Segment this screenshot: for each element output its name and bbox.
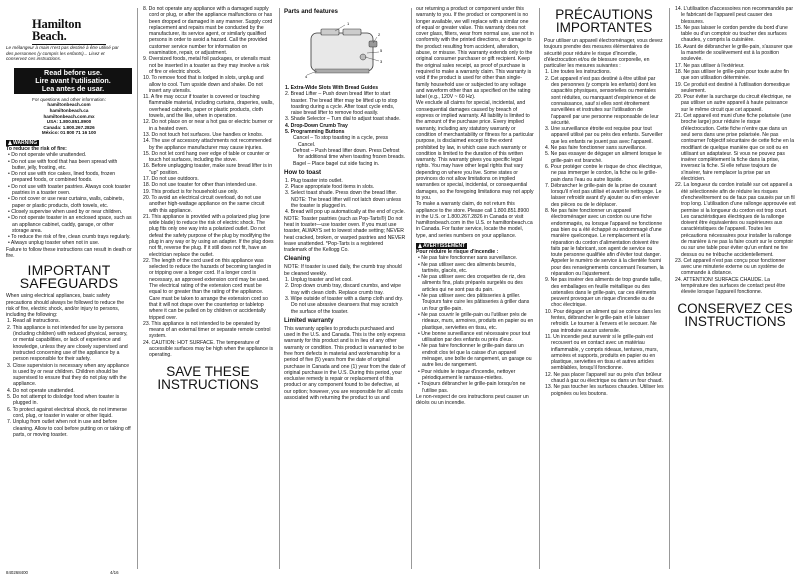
precaution-item: 5. Ne pas essayer de dégager un aliment lorsque le grille-pain est branché. [545, 151, 662, 164]
avert-text: Toujours débrancher le grille-pain lorsqu'on ne l'utilise pas. [421, 381, 526, 394]
safeguard-item: 21. This appliance is provided with a polarized plug (one wide blade) to reduce the risk of electric shock. The plug fits only one way into a polarized outlet. Do not defeat the safety purpose of the plug by modifying the plug in any way or by using an adapter. If the plug does not fit, reverse the plug. If it still does not fit, have an electrician replace the outlet. [143, 213, 274, 258]
warning-item: • Do not use with toaster pastries. Always cook toaster pastries in a toaster oven. [8, 183, 131, 197]
contact-phone: Canada: 1.800.267.2826 [43, 124, 95, 130]
safeguard-item: 18. Do not use toaster for other than intended use. [143, 182, 257, 189]
contact-phone: USA: 1.800.851.8900 [46, 119, 92, 125]
svg-text:1: 1 [347, 21, 350, 26]
safeguard-item: 16. Before unplugging toaster, make sure bread lifter is in "up" position. [143, 163, 273, 176]
warning-triangle-icon [8, 140, 12, 145]
part-item: 2. Bread Lifter – Push down bread lifter to start toaster. The bread lifter may be lifted up to stop toasting during a cycle. After toast cycle ends, raise bread lifter to remove food easily. [285, 91, 398, 117]
warning-text: Do not cover or use near curtains, walls, cabinets, paper or plastic products, cloth towels, etc. [11, 196, 124, 209]
safeguards-title: IMPORTANT SAFEGUARDS [19, 262, 119, 292]
pastry-note: NOTE: Toaster pastries (such as Pop-Tarts®) Do not heat in toaster—use toaster oven. If you must use toaster, ALWAYS set to lowest shade setting; NEVER heat cracked, broken, or warped pastries and NEVER leave unattended. *Pop-Tarts is a registered trademark of the Kellogg Co. [284, 215, 406, 254]
contact-intro: For questions and other information: [32, 96, 106, 102]
avert-intro: Pour réduire le risque d'incendie : [416, 248, 499, 255]
safeguard-item: 19. This product is for household use only. [143, 188, 239, 195]
cleaning-note: NOTE: If toaster is used daily, the crumb tray should be cleaned weekly. [284, 264, 402, 277]
avert-text: Ne pas utiliser avec des aliments beurrés, tartinés, glacés, etc. [421, 261, 516, 274]
precaution-item: 24. ATTENTION! SURFACE CHAUDE. La température des surfaces de contact peut être élevée lorsque l'appareil fonctionne. [675, 276, 786, 296]
precaution-item: 7. Débrancher le grille-pain de la prise de courant lorsqu'il n'est pas utilisé et avant le nettoyage. Le laisser refroidir avant d'y ajouter ou d'en enlever des pièces ou de le déplacer. [545, 182, 662, 208]
safeguard-item: 24. CAUTION: HOT SURFACE. The temperature of accessible surfaces may be high when the appliance is operating. [143, 339, 274, 359]
part-item: 5. Programming Buttons [285, 129, 345, 136]
cleaning-step: 3. Wipe outside of toaster with a damp cloth and dry. Do not use abrasive cleansers that may scratch the surface of the toaster. [285, 295, 404, 315]
svg-text:2: 2 [378, 32, 381, 37]
precaution-item: 23. Cet appareil n'est pas conçu pour fonctionner avec une minuterie externe ou un système de commande à distance. [675, 257, 786, 277]
column-6 [674, 6, 796, 571]
precaution-item: 12. Ne pas placer l'appareil sur ou près d'un brûleur chaud à gaz ou électrique ou dans un four chaud. [545, 371, 663, 385]
warning-item: • Do not operate toaster in an enclosed space, such as an appliance cabinet, caddy, garage, or other storage area. [8, 215, 132, 234]
safeguard-item: 9. Oversized foods, metal foil packages, or utensils must not be inserted in a toaster as they may involve a risk of fire or electric shock. [143, 56, 271, 75]
logo-line-2: Beach. [32, 29, 67, 43]
how-step: 4. Bread will pop up automatically at the end of cycle. [285, 209, 406, 216]
safeguards-list [6, 318, 132, 438]
brand-logo [32, 18, 132, 42]
precaution-item: 8. Ne pas faire fonctionner un appareil électroménager avec un cordon ou une fiche endommagés, ou lorsque l'appareil ne fonctionne pas bien ou a été échappé ou endommagé d'une manière quelconque. Le remplacement et la réparation du cordon d'alimentation doivent être faits par le fabricant, son agent de service ou toute personne qualifiée afin d'éviter tout danger. Appeler le numéro de service à la clientèle fourni pour des renseignements concernant l'examen, la réparation ou l'ajustement. [545, 208, 664, 277]
precaution-item: 22. La longueur du cordon installé sur cet appareil a été sélectionnée afin de réduire les risques d'enchevêtrement ou de faux pas causés par un fil trop long. L'utilisation d'une rallonge approuvée est permise si la longueur du cordon est trop court. Les caractéristiques électriques de la rallonge doivent être équivalentes ou supérieures aux caractéristiques de l'appareil. Toutes les précautions nécessaires pour installer la rallonge de manière à ne pas la faire courir sur le comptoir ou sur une table pour éviter qu'un enfant ne tire dessus ou ne trébuche accidentellement. [675, 182, 796, 258]
part-item: Cancel – To stop toasting in a cycle, press Cancel. [293, 135, 389, 148]
avert-text: Une bonne surveillance est nécessaire pour tout utilisation par des enfants ou près d'eux. [421, 330, 531, 344]
column-divider [279, 8, 280, 569]
read-box-en: Read before use. [44, 68, 102, 78]
column-2 [142, 6, 274, 571]
column-3 [284, 6, 406, 571]
precaution-item: 14. L'utilisation d'accessoires non recommandés par le fabricant de l'appareil peut causer des blessures. [675, 6, 794, 25]
safeguard-item: 7. Unplug from outlet when not in use and before cleaning. Allow to cool before putting on or taking off parts, or moving toaster. [7, 419, 131, 438]
svg-text:3: 3 [380, 59, 383, 64]
avert-list [416, 255, 534, 394]
warning-item: • Do not cover or use near curtains, walls, cabinets, paper or plastic products, cloth towels, etc. [8, 196, 124, 209]
footer-date: 4/16 [110, 570, 119, 575]
warning-item: • Always unplug toaster when not in use. [8, 240, 100, 247]
column-5 [544, 6, 664, 571]
safeguard-item: 22. The length of the cord used on this appliance was selected to reduce the hazards of becoming tangled in or tripping over a longer cord. If a longer cord is necessary, an approved extension cord may be used. The electrical rating of the extension cord must be equal to or greater than the rating of the appliance. Care must be taken to arrange the extension cord so that it will not drape over the countertop or tabletop where it can be pulled on by children or accidentally tripped over. [143, 257, 272, 321]
safeguard-item: 13. Do not touch hot surfaces. Use handles or knobs. [143, 131, 264, 138]
read-box-fr: Lire avant l'utilisation. [35, 76, 111, 86]
warning-item: • Do not operate while unattended. [8, 152, 87, 159]
column-4 [416, 6, 534, 571]
contact-phone: México: 01 800 71 16 100 [41, 130, 97, 136]
toaster-illustration [305, 19, 385, 79]
warranty-title: Limited warranty [284, 316, 334, 324]
warning-text: Do not operate toaster in an enclosed space, such as an appliance cabinet, caddy, garage, or other storage area. [11, 215, 132, 234]
toaster-slot-right [343, 29, 361, 35]
how-to-toast-title: How to toast [284, 168, 322, 176]
safeguard-item: 17. Do not use outdoors. [143, 176, 199, 183]
avert-item: • Ne pas faire fonctionner le grille-pain dans un endroit clos tel que la caisse d'un appareil ménager, une boîte de rangement, un garage ou autre lieu de rangement. [418, 343, 532, 369]
precaution-item: 16. Avant de débrancher le grille-pain, s'assurer que la manette de soulèvement est à la position soulevée. [675, 43, 793, 63]
cleaning-list [284, 277, 406, 315]
how-step: 3. Select toast shade. Press down the bread lifter. NOTE: The bread lifter will not latch down unless the toaster is plugged in. [285, 190, 402, 210]
contact-link[interactable]: hamiltonbeach.ca [49, 107, 89, 113]
avert-outro: Le non-respect de ces instructions peut causer un décès ou un incendie. [416, 393, 529, 407]
avert-item: • Ne pas utiliser avec des aliments beurrés, tartinés, glacés, etc. [418, 261, 516, 274]
avert-text: Ne pas faire fonctionner le grille-pain dans un endroit clos tel que la caisse d'un appareil ménager, une boîte de rangement, un garage ou autre lieu de rangement. [421, 343, 532, 369]
read-before-use-box [14, 68, 132, 94]
safeguard-item: 14. The use of accessory attachments not recommended by the appliance manufacturer may cause injuries. [143, 138, 272, 151]
precaution-item: 18. Ne pas utiliser le grille-pain pour toute autre fin que son utilisation déterminée. [675, 68, 789, 82]
save-instructions-title: SAVE THESE INSTRUCTIONS [157, 363, 259, 392]
safeguard-item: 6. To protect against electrical shock, do not immerse cord, plug, or toaster in water or other liquid. [7, 406, 127, 419]
contact-link[interactable]: hamiltonbeach.com.mx [43, 113, 95, 119]
precaution-item: 9. Ne pas insérer des aliments de trop grande taille, des emballages en feuille métallique ou des ustensiles dans le grille-pain, car ces éléments peuvent provoquer un risque d'incendie ou de choc électrique. [545, 277, 662, 309]
how-step: 2. Place appropriate food items in slots. [285, 184, 375, 191]
warning-item: • To reduce the risk of fire, clean crumb trays regularly. [8, 234, 131, 241]
avert-item: • Pour réduire le risque d'incendie, nettoyer périodiquement le ramasse-miettes. [418, 368, 516, 381]
warranty-claim: To make a warranty claim, do not return this appliance to the store. Please call 1.800.851.8900 in the U.S. or 1.800.267.2826 in Canada or visit hamiltonbeach.com in the U.S. or hamiltonbeach.ca in Canada. For faster service, locate the model, type, and series numbers on your appliance. [416, 201, 533, 239]
precaution-item: 10. Pour dégager un aliment qui se coince dans les fentes, débrancher le grille-pain et le laisser refroidir. Le tourner à l'envers et le secouer. Ne pas introduire aucun ustensile. [545, 308, 661, 334]
warning-item: • Closely supervise when used by or near children. [8, 208, 123, 215]
column-divider [539, 8, 540, 569]
safeguard-item: 20. To avoid an electrical circuit overload, do not use another high-wattage appliance on the same circuit with this appliance. [143, 194, 265, 214]
warning-intro: To reduce the risk of fire: [6, 145, 67, 152]
precautions-list [544, 69, 664, 396]
logo-line-1: Hamilton [32, 17, 82, 31]
precaution-item: 2. Cet appareil n'est pas destiné à être utilisé par des personnes (y compris les enfants) dont les capacités physiques, sensorielles ou mentales sont réduites, ou manquant d'expérience et de connaissance, sauf si elles sont étroitement surveillées et instruites sur l'utilisation de l'appareil par une personne responsable de leur sécurité. [545, 75, 659, 126]
safeguard-item: 11. A fire may occur if toaster is covered or touching flammable material, including curtains, draperies, walls, overhead cabinets, paper or plastic products, cloth towels, and the like, when in operation. [143, 94, 274, 120]
part-item: Bagel – Place bagel cut side facing in. [293, 160, 380, 167]
precaution-item: 6. Pour protéger contre le risque de choc électrique, ne pas immerger le cordon, la fiche ou le grille-pain dans l'eau ou autre liquide. [545, 163, 663, 183]
safeguard-item: 5. Do not attempt to dislodge food when toaster is plugged in. [7, 394, 120, 407]
svg-text:5: 5 [380, 48, 383, 53]
avert-text: Ne pas couvrir le grille-pain ou l'utiliser près de rideaux, murs, armoires, produits en papier ou en plastique, serviettes en tissu, etc. [421, 311, 534, 331]
tagline: Le mélangeur à main n'est pas destiné à être utilisé par des personnes (y compris les enfants)... Lisez et conservez ces instructions. [6, 45, 119, 62]
contact-link[interactable]: hamiltonbeach.com [47, 102, 91, 108]
how-step: 1. Plug toaster into outlet. [285, 177, 343, 184]
avert-text: Pour réduire le risque d'incendie, nettoyer périodiquement le ramasse-miettes. [421, 368, 516, 381]
safeguards-intro: When using electrical appliances, basic safety precautions should always be followed to reduce the risk of fire, electric shock, and/or injury to persons, including the following: [6, 293, 125, 319]
avert-item: • Toujours débrancher le grille-pain lorsqu'on ne l'utilise pas. [418, 381, 526, 394]
avert-item: • Ne pas utiliser avec des pâtisseries à griller. Toujours faire cuire les pâtisseries à griller dans un four grille-pain. [418, 293, 530, 312]
safeguard-item: 1. Read all instructions. [7, 318, 60, 325]
part-item: 1. Extra-Wide Slots With Bread Guides [285, 85, 379, 91]
cleaning-title: Cleaning [284, 255, 311, 263]
crumb-tray [315, 69, 369, 73]
safeguard-item: 2. This appliance is not intended for use by persons (including children) with reduced physical, sensory, or mental capabilities, or lack of experience and knowledge, unless they are closely supervised and instructed concerning use of the appliance by a person responsible for their safety. [7, 324, 128, 363]
precaution-item: 1. Lire toutes les instructions. [545, 69, 611, 76]
part-item: Defrost – Push bread lifter down. Press Defrost for additional time when toasting frozen breads. [293, 147, 406, 161]
svg-text:4: 4 [305, 74, 308, 79]
column-1 [6, 6, 132, 571]
warning-text: Do not use with toaster pastries. Always cook toaster pastries in a toaster oven. [11, 183, 131, 197]
safeguard-item: 15. Do not let cord hang over edge of table or counter or touch hot surfaces, including the stove. [143, 150, 270, 164]
read-box-es: Lea antes de usar. [41, 84, 105, 94]
footer-code: 840268400 [6, 570, 28, 575]
precautions-intro: Pour utiliser un appareil électroménager, vous devez toujours prendre des mesures élémentaires de sécurité pour réduire le risque d'incendie, d'électrocution et/ou de blessure corporelle, en particulier les mesures suivantes : [544, 38, 663, 70]
cleaning-step: 2. Drop down crumb tray, discard crumbs, and wipe tray with clean cloth. Replace crumb tray. [285, 283, 401, 296]
avert-item: • Ne pas faire fonctionner sans surveillance. [418, 255, 518, 262]
warning-text: Always unplug toaster when not in use. [10, 240, 100, 247]
warning-triangle-icon [418, 243, 422, 248]
toaster-slot-left [321, 29, 339, 35]
precaution-item: 20. Pour éviter la surcharge du circuit électrique, ne pas utiliser un autre appareil à haute puissance sur le même circuit que cet appareil. [675, 94, 792, 113]
warranty-disclaimer: We exclude all claims for special, incidental, and consequential damages caused by breach of express or implied warranty. All liability is limited to the amount of the purchase price. Every implied warranty, including any statutory warranty or condition of merchantability or fitness for a particular purpose, is disclaimed except to the extent prohibited by law, in which case such warranty or condition is limited to the duration of this written warranty. This warranty gives you specific legal rights. You may have other legal rights that vary depending on where you live. Some states or provinces do not allow limitations on implied warranties or special, incidental, or consequential damages, so the foregoing limitations may not apply to you. [416, 100, 534, 201]
warranty-text-continued: our returning a product or component under this warranty to you. If the product or component is no longer available, we will replace with a similar one of equal or greater value. This warranty does not cover glass, filters, wear from normal use, use not in conformity with the printed directions, or damage to the product resulting from accident, alteration, abuse, or misuse. This warranty extends only to the original consumer purchaser or gift recipient. Keep the original sales receipt, as proof of purchase is required to make a warranty claim. This warranty is void if the product is used for other than single-family household use or subjected to any voltage and waveform other than as specified on the rating label (e.g., 120V ~ 60 Hz). [416, 6, 534, 101]
parts-title: Parts and features [284, 8, 338, 15]
avert-text: Ne pas faire fonctionner sans surveillance. [421, 255, 518, 262]
precaution-item: 13. Ne pas toucher les surfaces chaudes. Utiliser les poignées ou les boutons. [545, 384, 664, 397]
warning-text: Do not use with food that has been spread with butter, jelly, frosting, etc. [11, 158, 118, 171]
cleaning-step: 1. Unplug toaster and let cool. [285, 277, 353, 284]
avert-text: Ne pas utiliser avec des croquettes de riz, des aliments fins, plats préparés surgelés ou des articles qui ne sont pas du pain. [421, 274, 526, 293]
warning-text: Do not use with rice cakes, lined foods, frozen prepared foods, or combined foods. [11, 171, 116, 184]
avert-item: • Ne pas utiliser avec des croquettes de riz, des aliments fins, plats préparés surgelés ou des articles qui ne sont pas du pain. [418, 274, 526, 293]
warning-item: • Do not use with food that has been spread with butter, jelly, frosting, etc. [8, 158, 118, 171]
avert-item: • Ne pas couvrir le grille-pain ou l'utiliser près de rideaux, murs, armoires, produits en papier ou en plastique, serviettes en tissu, etc. [418, 311, 534, 331]
column-divider [669, 8, 670, 569]
part-item: 3. Shade Selector – Turn dial to adjust toast shade. [285, 116, 401, 123]
warning-list [6, 152, 132, 246]
avert-label: AVERTISSEMENT [423, 242, 466, 249]
warranty-text: This warranty applies to products purchased and used in the U.S. and Canada. This is the only express warranty for this product and is in lieu of any other warranty or condition. This product is warranted to be free from defects in material and workmanship for a period of five (5) years from the date of original purchase in Canada and one (1) year from the date of original purchase in the U.S. During this period, your exclusive remedy is repair or replacement of this product or any component found to be defective, at our option; however, you are responsible for all costs associated with returning the product to us and [284, 325, 406, 402]
warning-text: To reduce the risk of fire, clean crumb trays regularly. [11, 234, 131, 241]
precaution-item: 21. Cet appareil est muni d'une fiche polarisée (une broche large) pour réduire le risque d'électrocution. Cette fiche n'entre que dans un seul sens dans une prise polarisée. Ne pas contourner l'objectif sécuritaire de cette fiche en la modifiant de quelque manière que ce soit ou en utilisant un adaptateur. Si vous ne pouvez pas insérer complètement la fiche dans la prise, inversez la fiche. Si elle refuse toujours de s'insérer, faire remplacer la prise par un électricien. [675, 113, 795, 183]
how-to-list [284, 178, 406, 216]
column-divider [137, 8, 138, 569]
warning-item: • Do not use with rice cakes, lined foods, frozen prepared foods, or combined foods. [8, 171, 116, 184]
precaution-item: 3. Une surveillance étroite est requise pour tout appareil utilisé par ou près des enfants. Surveiller que les enfants ne jouent pas avec l'appareil. [545, 126, 663, 145]
safeguards-list-continued [142, 6, 274, 359]
precautions-title: PRÉCAUTIONS IMPORTANTES [555, 7, 653, 35]
column-divider [411, 8, 412, 569]
safeguard-item: 23. This appliance is not intended to be operated by means of an external timer or separate remote control system. [143, 320, 271, 340]
precautions-list-continued [674, 6, 796, 296]
precaution-item: 4. Ne pas faire fonctionner sans surveillance. [545, 145, 647, 152]
warning-outro: Failure to follow these instructions can result in death or fire. [6, 246, 132, 259]
warning-text: Closely supervise when used by or near children. [11, 208, 123, 215]
safeguard-item: 12. Do not place on or near a hot gas or electric burner or in a heated oven. [143, 119, 273, 132]
safeguard-item: 10. To remove food that is lodged in slots, unplug and allow to cool. Turn upside down and shake. Do not insert any utensils. [143, 75, 264, 94]
conserve-instructions-title: CONSERVEZ CES INSTRUCTIONS [677, 300, 793, 329]
precaution-item: 15. Ne pas laisser le cordon pendre du bord d'une table ou d'un comptoir ou toucher des surfaces chaudes, y compris la cuisinière. [675, 24, 788, 44]
warning-label: WARNING [13, 139, 38, 146]
safeguard-item: 3. Close supervision is necessary when any appliance is used by or near children. Children should be supervised to ensure that they do not play with the appliance. [7, 362, 130, 388]
toaster-body [311, 33, 373, 71]
warning-text: Do not operate while unattended. [11, 152, 87, 159]
contact-block [6, 97, 132, 136]
parts-list [284, 85, 406, 167]
safeguard-item: 8. Do not operate any appliance with a damaged supply cord or plug, or after the appliance malfunctions or has been dropped or damaged in any manner. Supply cord replacement and repairs must be conducted by the manufacturer, its service agent, or similarly qualified persons in order to avoid a hazard. Call the provided customer service number for information on examination, repair, or adjustment. [143, 6, 273, 57]
avert-item: • Une bonne surveillance est nécessaire pour tout utilisation par des enfants ou près d'eux. [418, 330, 531, 344]
safeguard-item: 4. Do not operate unattended. [7, 387, 75, 394]
precaution-item: 11. Un incendie peut survenir si le grille-pain est recouvert ou en contact avec un matériau inflammable, y compris rideaux, tentures, murs, armoires et supports, produits en papier ou en plastique, serviettes en tissu et autres articles semblables, lorsqu'il fonctionne. [545, 333, 659, 372]
precaution-item: 19. Ce produit est destiné à l'utilisation domestique seulement. [675, 81, 790, 94]
bread-lifter [369, 41, 377, 47]
part-item: 4. Drop-Down Crumb Tray [285, 122, 348, 129]
precaution-item: 17. Ne pas utiliser à l'extérieur. [675, 62, 745, 69]
avert-text: Ne pas utiliser avec des pâtisseries à griller. Toujours faire cuire les pâtisseries à griller dans un four grille-pain. [421, 293, 530, 312]
